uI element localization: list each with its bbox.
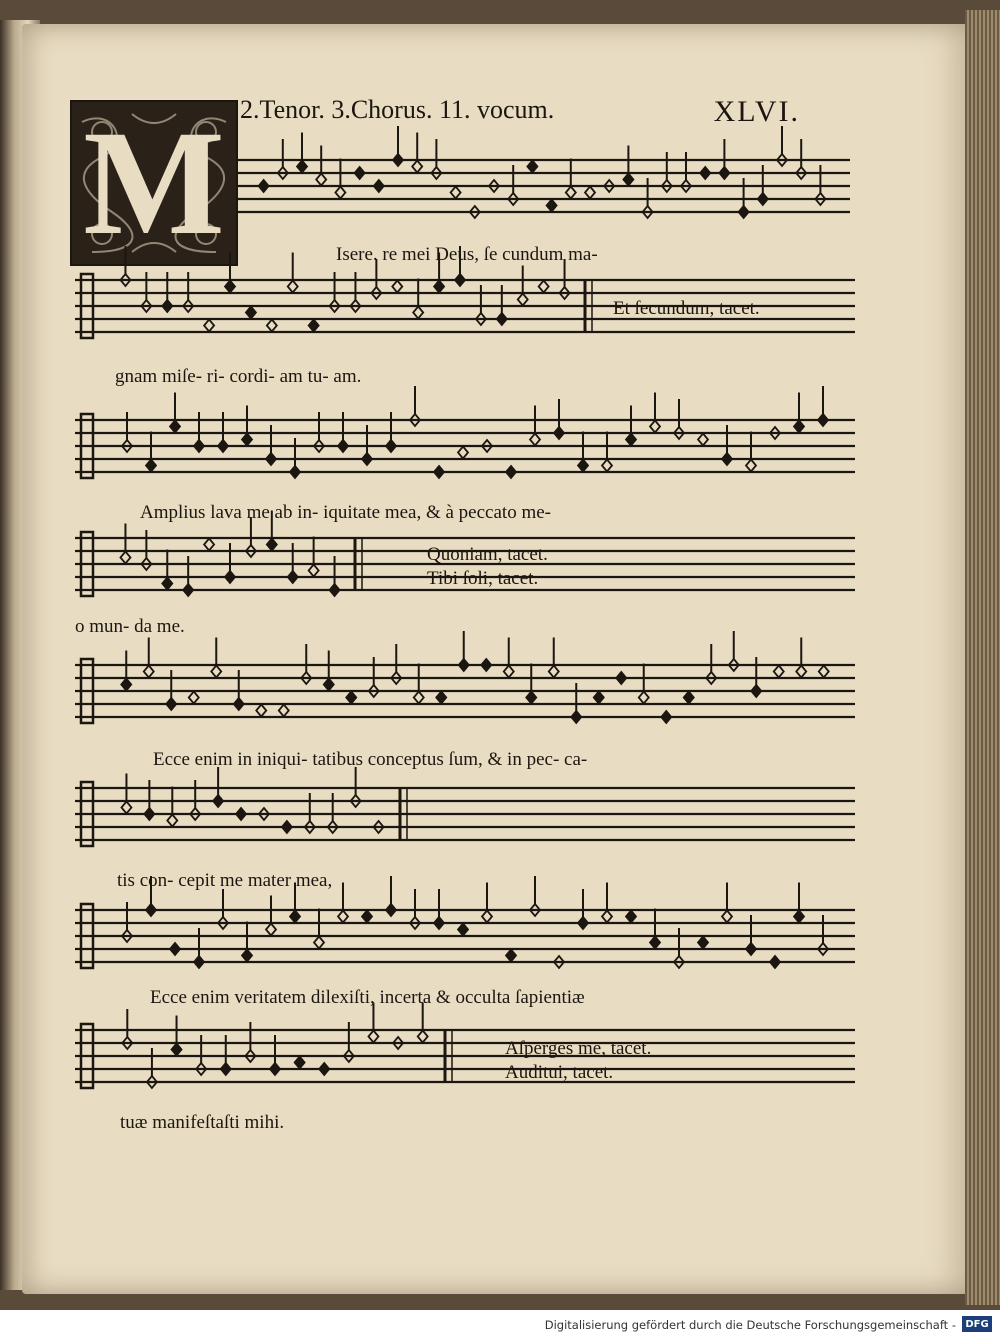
- note-glyph: [355, 167, 365, 179]
- note-glyph: [246, 307, 256, 319]
- note-glyph: [458, 447, 468, 459]
- tacet-note: Auditui, tacet.: [505, 1062, 614, 1083]
- note-glyph: [650, 909, 660, 949]
- note-glyph: [279, 705, 289, 717]
- voice-part-label: 2.Tenor. 3.Chorus. 11. vocum.: [240, 95, 555, 124]
- note-glyph: [530, 406, 540, 446]
- note-glyph: [578, 432, 588, 472]
- note-glyph: [314, 909, 324, 949]
- note-glyph: [506, 466, 516, 478]
- note-glyph: [661, 711, 671, 723]
- note-glyph: [602, 432, 612, 472]
- note-glyph: [170, 943, 180, 955]
- note-glyph: [324, 651, 334, 691]
- footer-bar: [0, 1310, 1000, 1340]
- staff-notation: [75, 655, 855, 745]
- note-glyph: [436, 692, 446, 704]
- page-fore-edge: [965, 10, 1000, 1305]
- note-glyph: [236, 808, 246, 820]
- note-glyph: [172, 1016, 182, 1056]
- note-glyph: [162, 550, 172, 590]
- lyric-line: gnam miſe- ri- cordi- am tu- am.: [115, 366, 362, 387]
- note-glyph: [616, 672, 626, 684]
- staff-notation: [75, 410, 855, 500]
- staff-notation: [75, 778, 855, 868]
- note-glyph: [585, 187, 595, 199]
- note-glyph: [684, 692, 694, 704]
- note-glyph: [626, 911, 636, 923]
- tacet-note: Aſperges me, tacet.: [505, 1038, 652, 1059]
- note-glyph: [539, 281, 549, 293]
- staff-system: [75, 528, 855, 643]
- note-glyph: [120, 524, 130, 564]
- note-glyph: [547, 200, 557, 212]
- note-glyph: [626, 406, 636, 446]
- note-glyph: [527, 161, 537, 173]
- note-glyph: [458, 924, 468, 936]
- note-glyph: [189, 692, 199, 704]
- funding-credit: Digitalisierung gefördert durch die Deutsche Forschungsgemeinschaft -: [544, 1318, 956, 1332]
- note-glyph: [259, 180, 269, 192]
- note-glyph: [392, 281, 402, 293]
- note-glyph: [481, 659, 491, 671]
- lyric-line: tis con- cepit me mater mea,: [117, 870, 333, 891]
- note-glyph: [335, 159, 345, 199]
- note-glyph: [316, 146, 326, 186]
- decorated-initial: [70, 100, 238, 266]
- lyric-line: Ecce enim veritatem dilexiſti, incerta & occulta ſapientiæ: [150, 987, 585, 1008]
- staff-system: [75, 1020, 855, 1140]
- note-glyph: [506, 950, 516, 962]
- note-glyph: [242, 922, 252, 962]
- staff-notation: [236, 150, 850, 240]
- note-glyph: [121, 774, 131, 814]
- lyric-line: Amplius lava me ab in- iquitate mea, & à peccato me-: [140, 502, 551, 523]
- note-glyph: [451, 187, 461, 199]
- staff-notation: [75, 900, 855, 990]
- note-glyph: [746, 432, 756, 472]
- staff-system: [75, 655, 855, 775]
- staff-system: [75, 900, 855, 1015]
- note-glyph: [204, 539, 214, 551]
- staff-system: [75, 778, 855, 893]
- page-header: [240, 95, 800, 135]
- folio-number: XLVI.: [713, 95, 800, 128]
- note-glyph: [242, 406, 252, 446]
- lyric-line: o mun- da me.: [75, 616, 185, 637]
- note-glyph: [121, 651, 131, 691]
- note-glyph: [319, 1063, 329, 1075]
- tacet-note: Tibi ſoli, tacet.: [427, 568, 539, 589]
- lyric-line: Ecce enim in iniqui- tatibus conceptus ſum, & in pec- ca-: [153, 749, 588, 770]
- note-glyph: [374, 180, 384, 192]
- note-glyph: [346, 692, 356, 704]
- dfg-logo: DFG: [962, 1316, 992, 1332]
- initial-letter: M: [83, 100, 225, 266]
- tacet-note: Quoniam, tacet.: [427, 544, 548, 565]
- note-glyph: [566, 159, 576, 199]
- note-glyph: [204, 320, 214, 332]
- note-glyph: [413, 279, 423, 319]
- note-glyph: [774, 666, 784, 678]
- note-glyph: [295, 1057, 305, 1069]
- note-glyph: [698, 434, 708, 446]
- note-glyph: [309, 537, 319, 577]
- note-glyph: [623, 146, 633, 186]
- note-glyph: [819, 666, 829, 678]
- staff-notation: [75, 1020, 855, 1110]
- note-glyph: [698, 937, 708, 949]
- note-glyph: [167, 787, 177, 827]
- note-glyph: [282, 821, 292, 833]
- note-glyph: [362, 911, 372, 923]
- note-glyph: [518, 266, 528, 306]
- note-glyph: [434, 466, 444, 478]
- note-glyph: [266, 896, 276, 936]
- note-glyph: [146, 432, 156, 472]
- note-glyph: [770, 956, 780, 968]
- note-glyph: [414, 664, 424, 704]
- note-glyph: [256, 705, 266, 717]
- note-glyph: [309, 320, 319, 332]
- note-glyph: [639, 664, 649, 704]
- staff-system: [236, 150, 850, 280]
- note-glyph: [267, 320, 277, 332]
- lyric-line: tuæ manifeſtaſti mihi.: [120, 1112, 285, 1133]
- note-glyph: [700, 167, 710, 179]
- tacet-note: Et ſecundum, tacet.: [613, 298, 760, 319]
- staff-system: [75, 410, 855, 530]
- note-glyph: [526, 664, 536, 704]
- staff-system: [75, 270, 855, 390]
- lyric-line: Isere. re mei Deus, ſe cundum ma-: [336, 244, 598, 265]
- note-glyph: [594, 692, 604, 704]
